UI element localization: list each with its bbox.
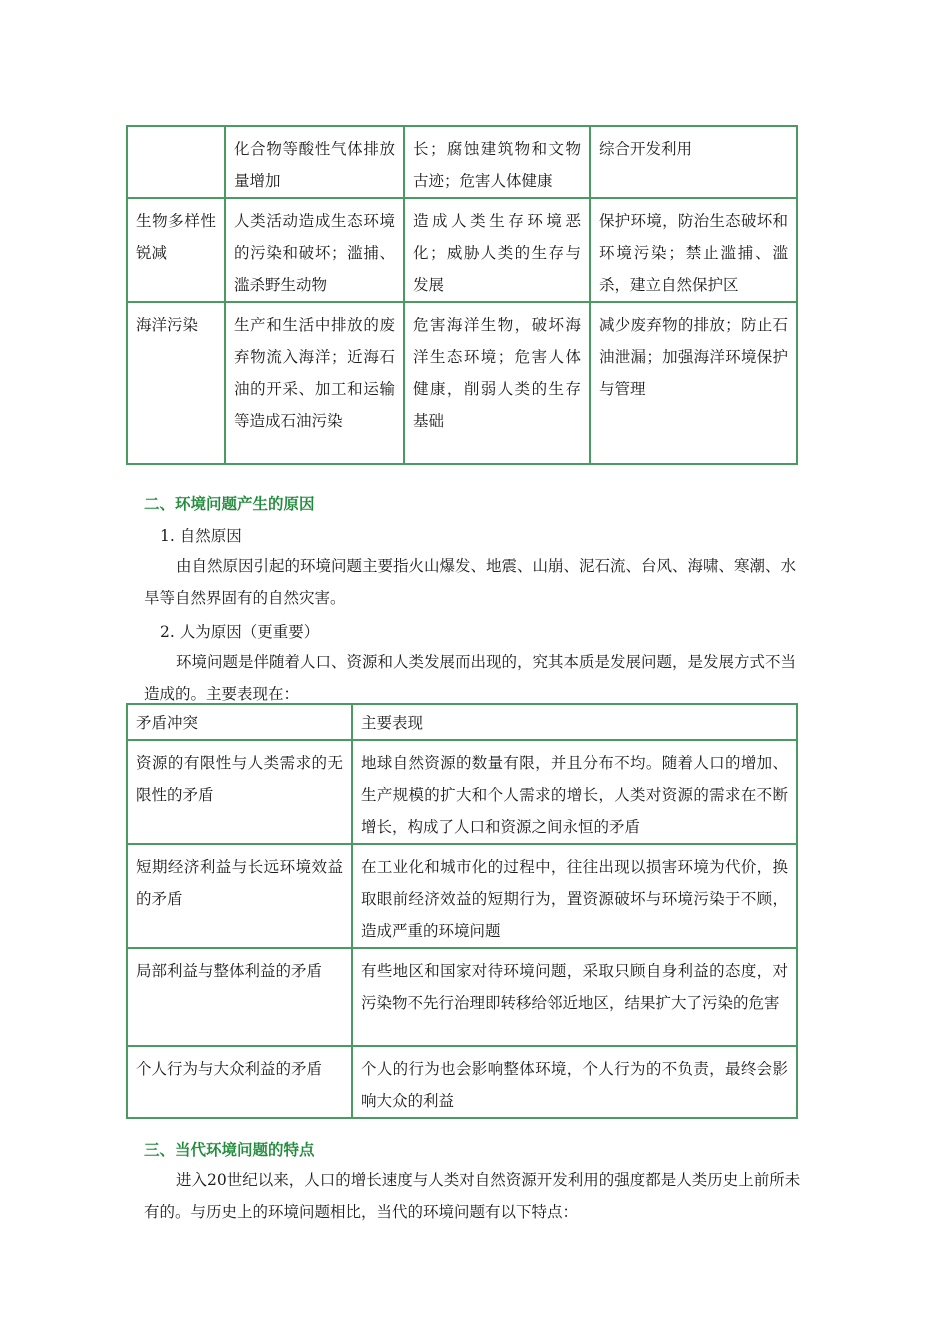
detail-cell: 在工业化和城市化的过程中，往往出现以损害环境为代价，换取眼前经济效益的短期行为，置资源破坏与环境污染于不顾，造成严重的环境问题 [352,844,797,948]
paragraph: 环境问题是伴随着人口、资源和人类发展而出现的，究其本质是发展问题，是发展方式不当造成的。主要表现在： [144,653,797,703]
measure-cell: 综合开发利用 [590,126,797,198]
harm-cell: 长；腐蚀建筑物和文物古迹；危害人体健康 [404,126,590,198]
section-heading: 二、环境问题产生的原因 [144,495,315,513]
table-row [127,126,797,198]
column-header: 矛盾冲突 [127,704,352,740]
measure-cell: 减少废弃物的排放；防止石油泄漏；加强海洋环境保护与管理 [590,302,797,464]
problem-cell [127,126,225,198]
conflict-cell: 资源的有限性与人类需求的无限性的矛盾 [127,740,352,844]
table-row [127,198,797,302]
cause-cell: 化合物等酸性气体排放量增加 [225,126,404,198]
environment-problems-table [126,125,798,465]
paragraph: 由自然原因引起的环境问题主要指火山爆发、地震、山崩、泥石流、台风、海啸、寒潮、水旱等自然界固有的自然灾害。 [144,557,797,607]
table-row [127,740,797,844]
table-row [127,844,797,948]
table-row [127,1046,797,1118]
paragraph: 进入20世纪以来，人口的增长速度与人类对自然资源开发利用的强度都是人类历史上前所未有的。与历史上的环境问题相比，当代的环境问题有以下特点： [144,1171,801,1221]
cause-cell: 人类活动造成生态环境的污染和破坏；滥捕、滥杀野生动物 [225,198,404,302]
table-row [127,948,797,1046]
detail-cell: 地球自然资源的数量有限，并且分布不均。随着人口的增加、生产规模的扩大和个人需求的增长，人类对资源的需求在不断增长，构成了人口和资源之间永恒的矛盾 [352,740,797,844]
detail-cell: 有些地区和国家对待环境问题，采取只顾自身利益的态度，对污染物不先行治理即转移给邻近地区，结果扩大了污染的危害 [352,948,797,1046]
measure-cell: 保护环境，防治生态破坏和环境污染；禁止滥捕、滥杀，建立自然保护区 [590,198,797,302]
problem-cell: 海洋污染 [127,302,225,464]
subsection-title: 1. 自然原因 [160,527,242,545]
detail-cell: 个人的行为也会影响整体环境，个人行为的不负责，最终会影响大众的利益 [352,1046,797,1118]
conflicts-table [126,703,798,1119]
table-row [127,302,797,464]
column-header: 主要表现 [352,704,797,740]
subsection-title: 2. 人为原因（更重要） [160,623,320,641]
problem-cell: 生物多样性锐减 [127,198,225,302]
cause-cell: 生产和生活中排放的废弃物流入海洋；近海石油的开采、加工和运输等造成石油污染 [225,302,404,464]
harm-cell: 造成人类生存环境恶化；威胁人类的生存与发展 [404,198,590,302]
conflict-cell: 局部利益与整体利益的矛盾 [127,948,352,1046]
section-heading: 三、当代环境问题的特点 [144,1141,315,1159]
table-header-row [127,704,797,740]
harm-cell: 危害海洋生物，破坏海洋生态环境；危害人体健康，削弱人类的生存基础 [404,302,590,464]
conflict-cell: 短期经济利益与长远环境效益的矛盾 [127,844,352,948]
conflict-cell: 个人行为与大众利益的矛盾 [127,1046,352,1118]
